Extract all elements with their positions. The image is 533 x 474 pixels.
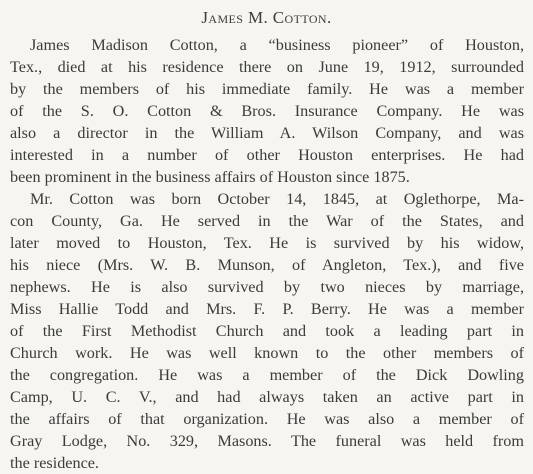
paragraph-2-line-4: his niece (Mrs. W. B. Munson, of Angleton, Tex.), and five: [10, 256, 524, 274]
paragraph-2-line-5: nephews. He is also survived by two nieces by marriage,: [10, 278, 524, 296]
paragraph-1-line-3: by the members of his immediate family. He was a member: [10, 80, 524, 98]
paragraph-1-line-4: of the S. O. Cotton & Bros. Insurance Company. He was: [10, 102, 524, 120]
paragraph-2-line-1: Mr. Cotton was born October 14, 1845, at Oglethorpe, Ma-: [30, 190, 524, 208]
paragraph-2-line-8: Church work. He was well known to the other members of: [10, 344, 524, 362]
page-title: James M. Cotton.: [201, 8, 332, 27]
paragraph-2-line-6: Miss Hallie Todd and Mrs. F. P. Berry. He was a member: [10, 300, 524, 318]
paragraph-1-line-6: interested in a number of other Houston enterprises. He had: [10, 146, 524, 164]
paragraph-2-line-7: of the First Methodist Church and took a leading part in: [10, 322, 524, 340]
paragraph-2-line-3: later moved to Houston, Tex. He is survived by his widow,: [10, 234, 524, 252]
paragraph-2-line-13: the residence.: [10, 454, 99, 472]
paragraph-2-line-12: Gray Lodge, No. 329, Masons. The funeral was held from: [10, 432, 524, 450]
paragraph-2-line-2: con County, Ga. He served in the War of the States, and: [10, 212, 524, 230]
paragraph-2-line-10: Camp, U. C. V., and had always taken an active part in: [10, 388, 524, 406]
paragraph-2-line-11: the affairs of that organization. He was also a member of: [10, 410, 524, 428]
paragraph-1-line-1: James Madison Cotton, a “business pioneer” of Houston,: [30, 36, 524, 54]
paragraph-1-line-5: also a director in the William A. Wilson Company, and was: [10, 124, 524, 142]
paragraph-1-line-2: Tex., died at his residence there on June 19, 1912, surrounded: [10, 58, 524, 76]
paragraph-2-line-9: the congregation. He was a member of the Dick Dowling: [10, 366, 524, 384]
paragraph-1-line-7: been prominent in the business affairs of Houston since 1875.: [10, 168, 410, 186]
